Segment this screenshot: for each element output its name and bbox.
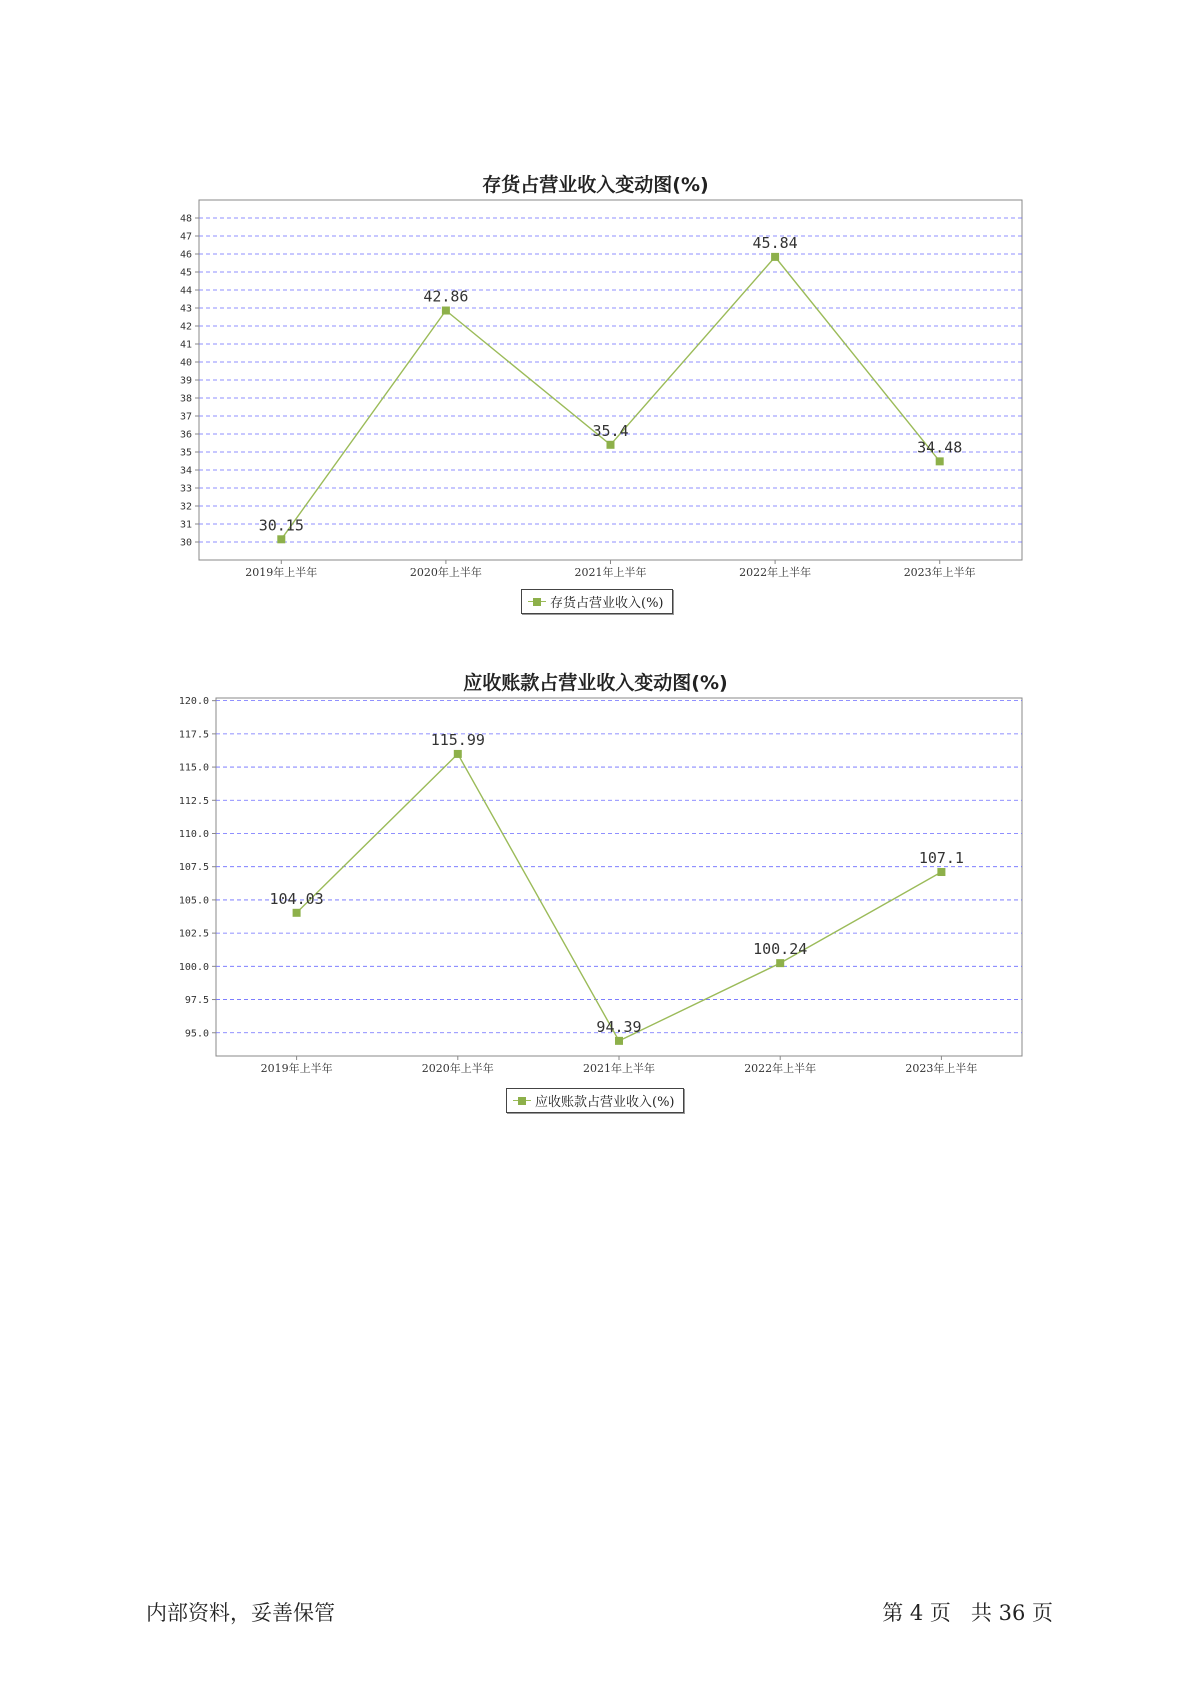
y-tick-label: 35 (179, 447, 192, 459)
y-tick-label: 117.5 (178, 729, 209, 741)
y-tick-label: 39 (179, 375, 192, 387)
data-label: 104.03 (269, 889, 324, 908)
x-tick-label: 2021年上半年 (583, 1062, 655, 1075)
data-label: 30.15 (258, 516, 304, 535)
y-tick-label: 37 (179, 411, 192, 423)
x-tick-label: 2019年上半年 (260, 1062, 333, 1075)
y-tick-label: 41 (179, 339, 192, 351)
data-label: 94.39 (596, 1017, 642, 1036)
data-point (937, 868, 945, 876)
chart-title: 应收账款占营业收入变动图(%) (463, 672, 728, 694)
x-tick-label: 2020年上半年 (409, 566, 482, 579)
x-tick-label: 2020年上半年 (421, 1062, 494, 1075)
x-tick-label: 2022年上半年 (744, 1062, 817, 1075)
data-point (776, 959, 784, 967)
footer-confidential-note: 内部资料，妥善保管 (146, 1601, 335, 1625)
data-label: 100.24 (753, 940, 808, 959)
y-tick-label: 32 (179, 501, 192, 513)
y-tick-label: 30 (179, 537, 192, 549)
y-tick-label: 48 (179, 213, 192, 225)
y-tick-label: 100.0 (178, 961, 209, 973)
data-point (615, 1037, 623, 1045)
y-tick-label: 45 (179, 267, 192, 279)
x-tick-label: 2022年上半年 (739, 566, 812, 579)
y-tick-label: 36 (179, 429, 192, 441)
y-tick-label: 43 (179, 303, 192, 315)
y-tick-label: 34 (179, 465, 192, 477)
legend-label: 应收账款占营业收入(%) (535, 1095, 675, 1110)
y-tick-label: 110.0 (178, 828, 209, 840)
y-tick-label: 115.0 (178, 762, 209, 774)
y-tick-label: 120.0 (178, 696, 209, 708)
y-tick-label: 112.5 (178, 795, 209, 807)
chart-legend (506, 1088, 684, 1113)
y-tick-label: 97.5 (184, 995, 209, 1007)
x-tick-label: 2023年上半年 (905, 1062, 978, 1075)
x-tick-label: 2021年上半年 (574, 566, 647, 579)
y-tick-label: 102.5 (178, 928, 209, 940)
data-label: 42.86 (423, 287, 469, 306)
y-tick-label: 31 (179, 519, 192, 531)
x-tick-label: 2023年上半年 (903, 566, 976, 579)
legend-label: 存货占营业收入(%) (550, 596, 664, 611)
chart-title: 存货占营业收入变动图(%) (482, 174, 709, 196)
data-label: 34.48 (917, 438, 963, 457)
y-tick-label: 33 (179, 483, 192, 495)
footer-page-number: 第 4 页 共 36 页 (882, 1601, 1053, 1625)
y-tick-label: 46 (179, 249, 192, 261)
y-tick-label: 40 (179, 357, 192, 369)
legend-marker-icon (513, 1096, 531, 1106)
x-tick-label: 2019年上半年 (245, 566, 318, 579)
data-label: 107.1 (918, 849, 964, 868)
y-tick-label: 105.0 (178, 895, 209, 907)
data-point (454, 750, 462, 758)
data-label: 45.84 (752, 233, 798, 252)
y-tick-label: 95.0 (184, 1028, 209, 1040)
y-tick-label: 44 (179, 285, 192, 297)
y-tick-label: 42 (179, 321, 192, 333)
plot-area (216, 698, 1022, 1056)
data-label: 35.4 (592, 421, 629, 440)
y-tick-label: 107.5 (178, 862, 209, 874)
y-tick-label: 47 (179, 231, 192, 243)
data-point (293, 909, 301, 917)
data-label: 115.99 (430, 730, 485, 749)
y-tick-label: 38 (179, 393, 192, 405)
